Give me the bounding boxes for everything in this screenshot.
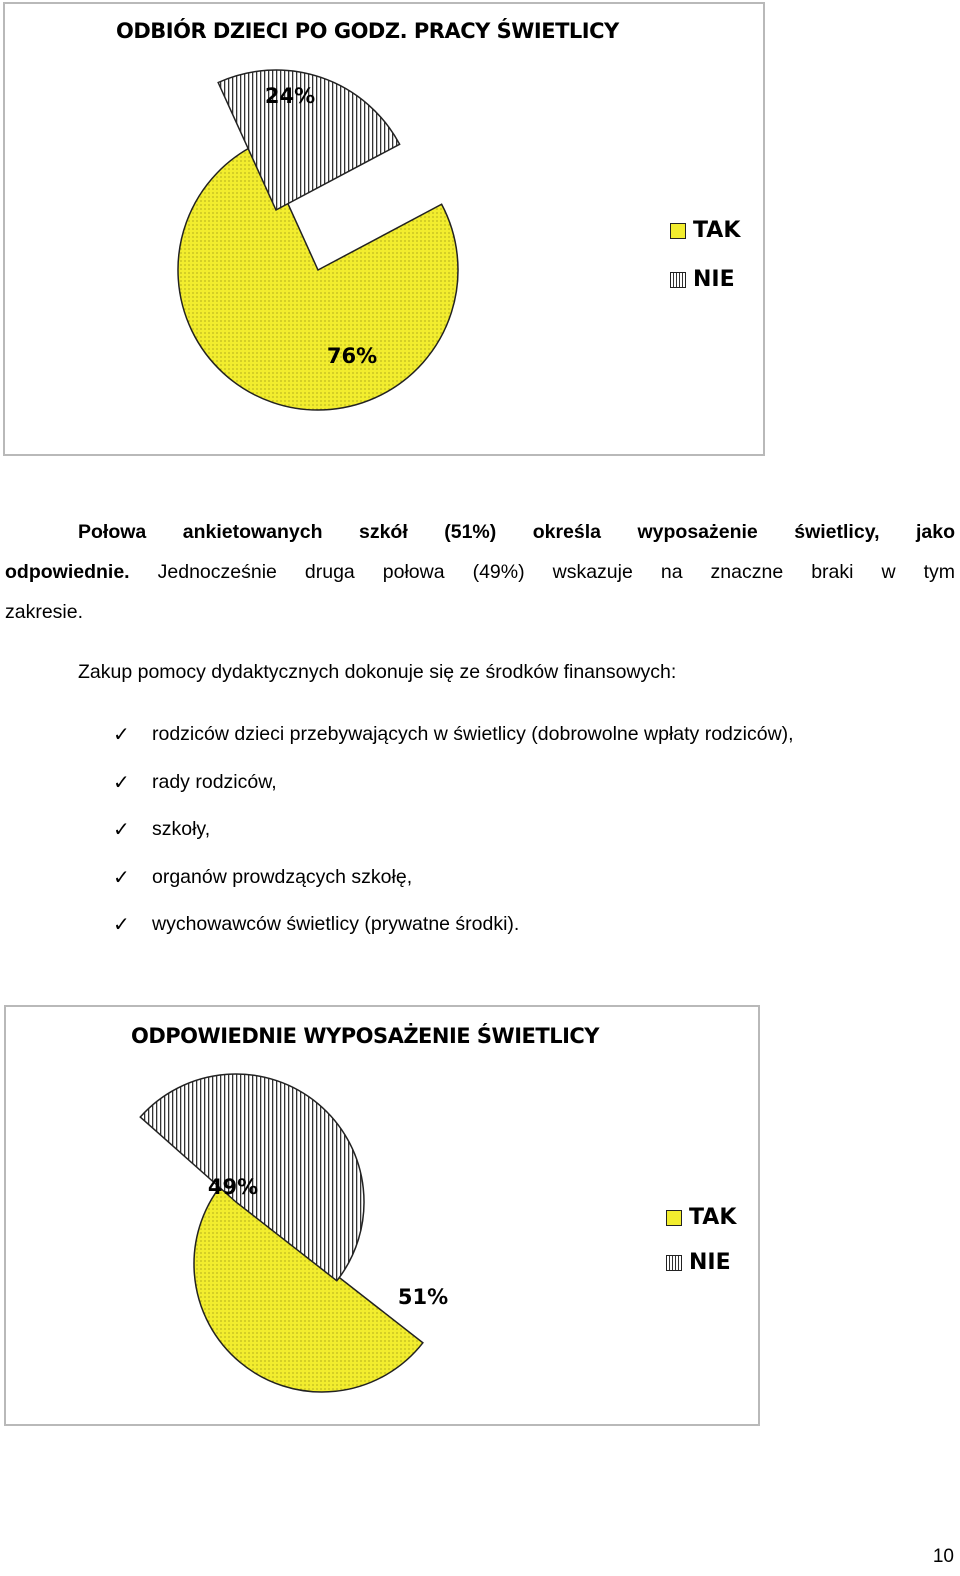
checkmark-icon: ✓ [113,819,130,842]
data-label-tak: 51% [397,1285,449,1309]
legend-item-nie [670,267,735,292]
data-label-tak: 76% [326,344,378,368]
list-item: ✓ organów prowdzących szkołę, [113,865,413,889]
legend-swatch-tak [670,223,686,239]
legend-item-tak [666,1205,736,1230]
bold-word: odpowiednie. [5,561,130,583]
list-item: ✓ szkoły, [113,818,211,842]
legend-swatch-tak [666,1210,682,1226]
checkmark-icon: ✓ [113,771,130,794]
legend-swatch-nie [666,1255,682,1271]
legend-item-tak [670,218,740,243]
list-item: ✓ rady rodziców, [113,770,277,794]
funding-sources-list [113,711,794,949]
list-item: ✓ rodziców dzieci przebywających w świetlicy (dobrowolne wpłaty rodziców), [113,723,794,747]
data-label-nie: 49% [207,1175,259,1199]
checkmark-icon: ✓ [113,724,130,747]
data-label-nie: 24% [264,84,316,108]
legend-label-tak: TAK [693,218,741,243]
legend-label-nie: NIE [689,1250,731,1275]
paragraph-1-line-2 [5,552,955,592]
legend-label-tak: TAK [689,1205,737,1230]
legend-swatch-nie [670,272,686,288]
list-item: ✓ wychowawców świetlicy (prywatne środki). [113,913,520,937]
chart-1-pie [0,0,960,460]
legend-item-nie [666,1250,731,1275]
line-2-rest: Jednocześnie druga połowa (49%) wskazuje na znaczne braki w tym [157,561,955,583]
paragraph-1-line-3: zakresie. [5,601,84,623]
chart-2-title: ODPOWIEDNIE WYPOSAŻENIE ŚWIETLICY [131,1024,600,1048]
legend-label-nie: NIE [693,267,735,292]
checkmark-icon: ✓ [113,914,130,937]
paragraph-2: Zakup pomocy dydaktycznych dokonuje się ze środków finansowych: [78,661,677,683]
checkmark-icon: ✓ [113,866,130,889]
page-number: 10 [932,1546,954,1567]
paragraph-1-line-1: Połowa ankietowanych szkół (51%) określa wyposażenie świetlicy, jako [78,521,955,543]
chart-1-title: ODBIÓR DZIECI PO GODZ. PRACY ŚWIETLICY [116,19,619,43]
chart-2-pie [0,1000,960,1460]
